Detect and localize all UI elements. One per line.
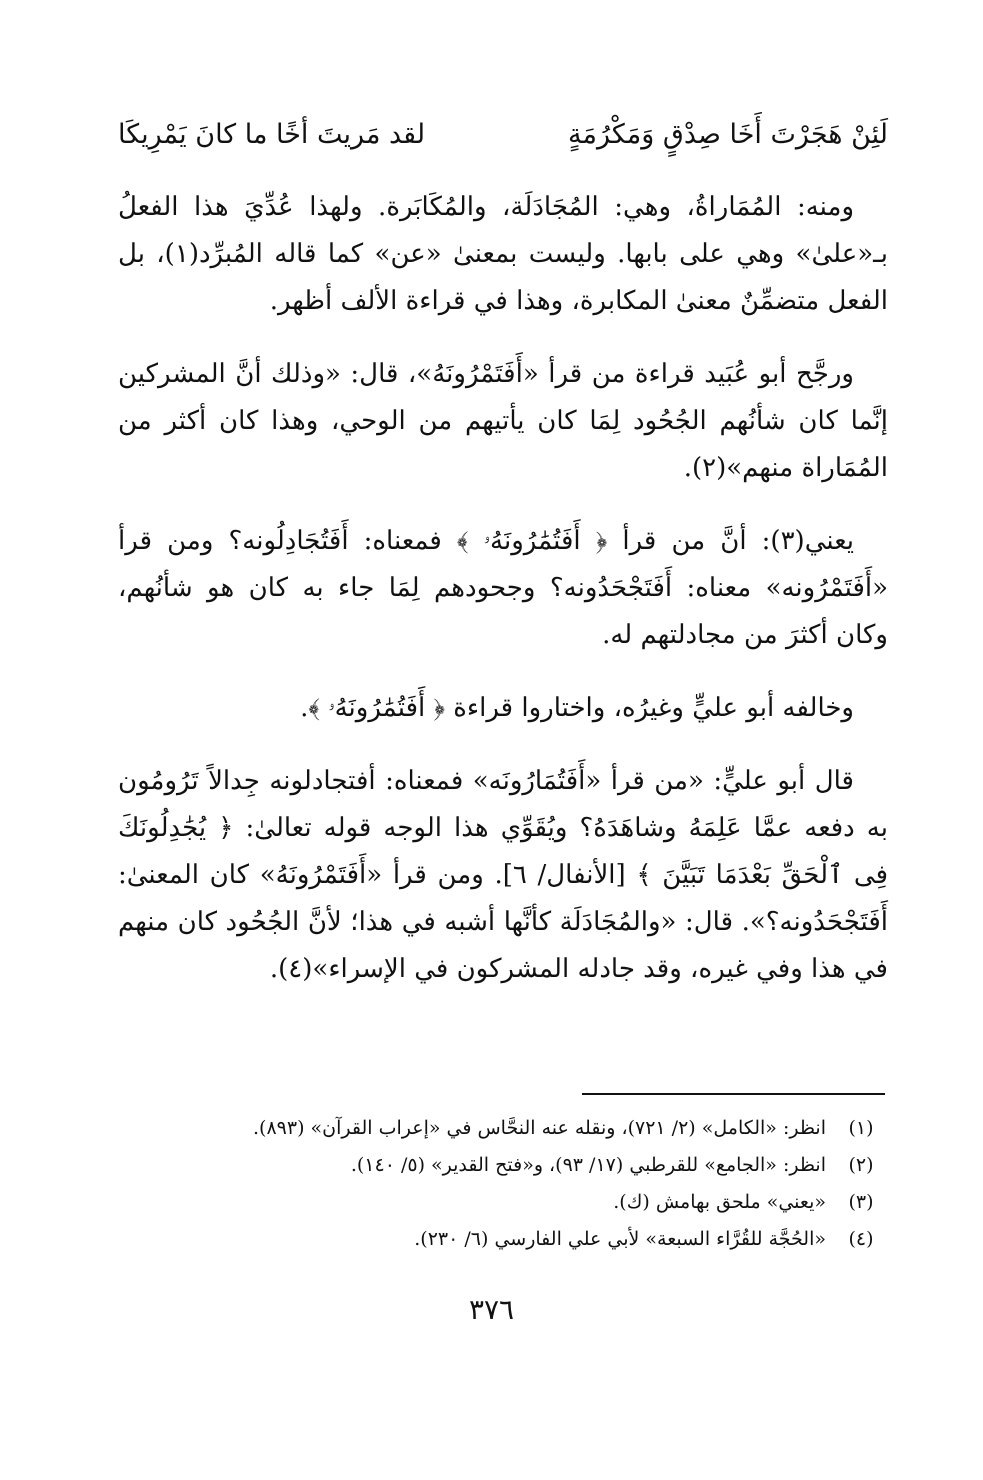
paragraph: وخالفه أبو عليٍّ وغيرُه، واختاروا قراءة ﴿ أَفَتُمَٰرُونَهُۥ ﴾. bbox=[300, 693, 854, 723]
footnote-number: (٤) bbox=[848, 1228, 874, 1250]
paragraph: ورجَّح أبو عُبَيد قراءة من قرأ «أَفَتَمْرُونَهُ»، قال: «وذلك أنَّ المشركين إنَّما كان شأنُهم الجُحُود لِمَا كان يأتيهم من الوحي، وهذا كان أكثر من المُمَاراة منهم»(٢). bbox=[118, 359, 888, 483]
footnote-number: (٢) bbox=[848, 1154, 874, 1176]
footnote-text: انظر: «الجامع» للقرطبي (١٧/ ٩٣)، و«فتح القدير» (٥/ ١٤٠). bbox=[350, 1154, 826, 1176]
footnote-number: (٣) bbox=[848, 1191, 874, 1213]
footnote bbox=[118, 1184, 878, 1221]
footnotes bbox=[118, 1110, 878, 1258]
paragraph: ومنه: المُمَاراةُ، وهي: المُجَادَلَة، والمُكَابَرة. ولهذا عُدِّيَ هذا الفعلُ بـ«علىٰ» وهي على بابها. وليست بمعنىٰ «عن» كما قاله المُبرِّد(١)، بل الفعل متضمِّنٌ معنىٰ المكابرة، وهذا في قراءة الألف أظهر. bbox=[118, 192, 889, 316]
footnote bbox=[118, 1221, 878, 1258]
page-number: ٣٧٦ bbox=[468, 1293, 515, 1326]
footnote-number: (١) bbox=[848, 1117, 874, 1139]
footnote bbox=[118, 1110, 878, 1147]
poetry-verse bbox=[118, 112, 888, 162]
footnote bbox=[118, 1147, 878, 1184]
footnote-separator bbox=[582, 1093, 885, 1095]
paragraph: قال أبو عليٍّ: «من قرأ «أَفَتُمَارُونَه» فمعناه: أفتجادلونه جِدالاً تَرُومُون به دفعه عمَّا عَلِمَهُ وشاهَدَهُ؟ ويُقَوِّي هذا الوجه قوله تعالىٰ: ﴿ يُجَٰدِلُونَكَ فِى ٱلْحَقِّ بَعْدَمَا تَبَيَّنَ ﴾ [الأنفال/ ٦]. ومن قرأ «أَفَتَمْرُونَهُ» كان المعنىٰ: أَفَتَجْحَدُونه؟». قال: «والمُجَادَلَة كأنَّها أشبه في هذا؛ لأنَّ الجُحُود كان منهم في هذا وفي غيره، وقد جادله المشركون في الإسراء»(٤). bbox=[118, 766, 888, 984]
verse-second-hemistich: لقد مَريتَ أخًا ما كانَ يَمْرِيكَا bbox=[118, 119, 426, 150]
main-text bbox=[118, 112, 888, 1019]
verse-first-hemistich: لَئِنْ هَجَرْتَ أَخَا صِدْقٍ وَمَكْرُمَةٍ bbox=[568, 119, 888, 150]
paragraph: يعني(٣): أنَّ من قرأ ﴿ أَفَتُمَٰرُونَهُۥ ﴾ فمعناه: أَفَتُجَادِلُونه؟ ومن قرأ «أَفَتَمْرُونه» معناه: أَفَتَجْحَدُونه؟ وجحودهم لِمَا جاء به كان هو شأنُهم، وكان أكثرَ من مجادلتهم له. bbox=[118, 526, 888, 650]
footnote-text: «يعني» ملحق بهامش (ك). bbox=[613, 1191, 826, 1213]
footnote-text: انظر: «الكامل» (٢/ ٧٢١)، ونقله عنه النحَّاس في «إعراب القرآن» (٨٩٣). bbox=[253, 1117, 826, 1139]
footnote-text: «الحُجَّة للقُرَّاء السبعة» لأبي علي الفارسي (٦/ ٢٣٠). bbox=[414, 1228, 826, 1250]
